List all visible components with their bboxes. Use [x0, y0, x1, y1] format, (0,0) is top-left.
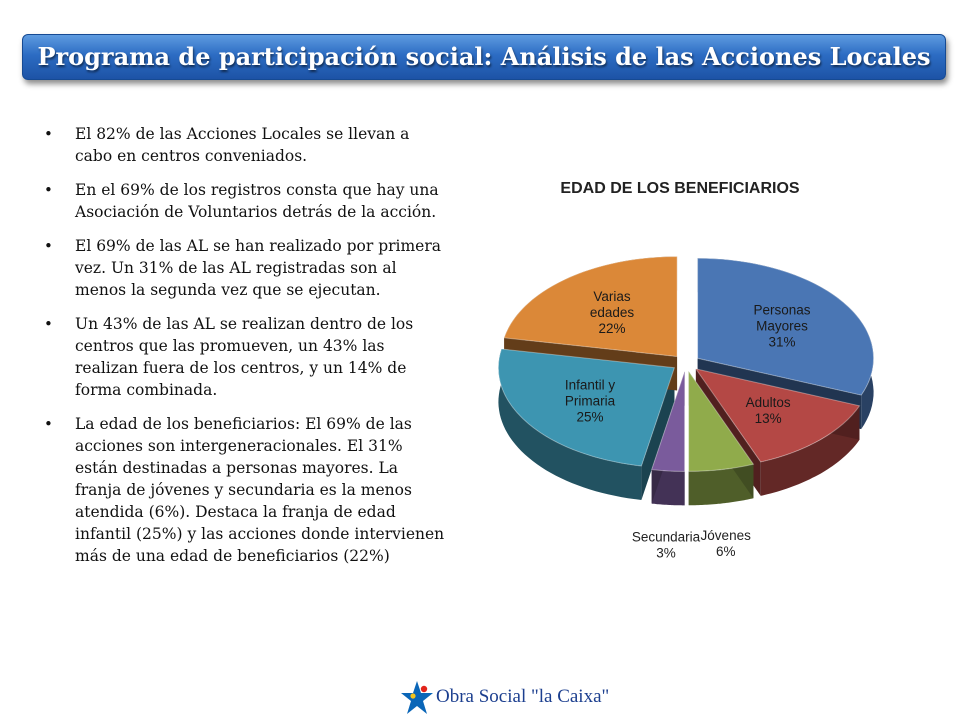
bullet-item: • Un 43% de las AL se realizan dentro de los centros que las promueven, un 43% las realizan fuera de los centros, y un 14% de forma combinada. [44, 313, 446, 401]
page-title: Programa de participación social: Análisis de las Acciones Locales [22, 34, 946, 80]
slice-name-label: Jóvenes [700, 527, 751, 543]
slice-value-label: 25% [576, 409, 604, 425]
slice-value-label: 22% [598, 320, 626, 336]
pie-tops [498, 257, 873, 472]
slice-value-label: 13% [754, 411, 782, 426]
slice-value-label: 31% [768, 334, 796, 350]
logo-text: Obra Social "la Caixa" [436, 686, 610, 707]
slice-name-label: Varias [593, 288, 631, 304]
bullet-item: • En el 69% de los registros consta que hay una Asociación de Voluntarios detrás de la acción. [44, 179, 446, 223]
bullet-item: • La edad de los beneficiarios: El 69% de las acciones son intergeneracionales. El 31% están destinadas a personas mayores. La franja de jóvenes y secundaria es la menos atendida (6%). Destaca la franja de edad infantil (25%) y las acciones donde intervienen más de una edad de beneficiarios (22%) [44, 413, 446, 567]
slice-value-label: 6% [715, 543, 736, 559]
slice-name-label: edades [589, 304, 635, 320]
chart-title: EDAD DE LOS BENEFICIARIOS [560, 180, 800, 197]
slice-label [701, 528, 752, 559]
slice-name-label: Infantil y [564, 377, 616, 393]
pie-chart-svg [470, 170, 950, 561]
slice-name-label: Mayores [756, 318, 808, 334]
slice-name-label: Primaria [564, 393, 616, 409]
bullet-item: • El 82% de las Acciones Locales se llevan a cabo en centros conveniados. [44, 123, 446, 167]
slice-name-label: Secundaria [631, 529, 701, 545]
slice-name-label: Adultos [745, 395, 791, 410]
obra-social-logo [400, 678, 660, 718]
slice-name-label: Personas [753, 302, 811, 318]
slice-value-label: 3% [656, 545, 676, 561]
pie-chart [470, 170, 950, 561]
bullet-item: • El 69% de las AL se han realizado por primera vez. Un 31% de las AL registradas son al menos la segunda vez que se ejecutan. [44, 235, 446, 301]
slice-label [632, 530, 701, 561]
bullet-list [44, 123, 446, 579]
star-logo-icon [400, 680, 434, 718]
